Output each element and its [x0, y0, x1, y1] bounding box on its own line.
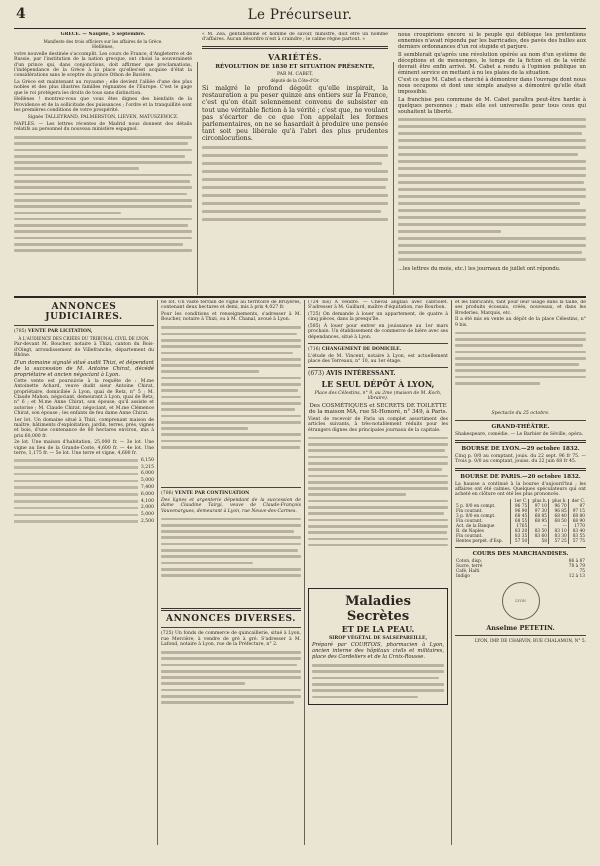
lot-price-row: [14, 458, 154, 463]
greeting: Hellènes,: [92, 45, 114, 51]
text-lines: [398, 116, 586, 266]
text-lines: [202, 144, 388, 294]
printer-imprint: LYON, IMP. DE CHARVIN, RUE CHALAMON, N° 5.: [474, 639, 586, 645]
paragraph: Des lignes et argenterie dépendant de la succession de dame Claudine Tairgi, veuve de Claude-François Vauvenargues, demeurant à Lyon, rue Neuve-des-Carmes.: [161, 497, 301, 514]
paragraph: La Grèce est maintenant au royaume ; elle devient l'alliée d'une des plus nobles et des plus illustres familles régnantes de l'Europe. C'est le gage que le roi protégera les droits de tous sans distinction.: [14, 80, 192, 96]
table-cell: 83 10: [549, 529, 569, 534]
column-divider: [304, 300, 305, 845]
lot-price-list: [14, 458, 154, 524]
paragraph: Shakespeare, comédie. — Le Barbier de Séville, opéra.: [455, 431, 584, 437]
table-cell: 97 10: [529, 504, 549, 509]
column-avis: [308, 300, 448, 850]
paragraph: (724 bis) A vendre. — Cheval anglais avec cabriolet. S'adresser à M. Gaillard, maître d'équitation, rue Bourbon.: [308, 300, 448, 311]
spectacles-date: Spectacle du 25 octobre.: [491, 411, 550, 417]
table-cell: 96 75: [511, 504, 529, 509]
column-annonces-judiciaires: [14, 300, 154, 850]
page-header: [14, 6, 586, 29]
table-header-cell: plus b.: [549, 499, 569, 504]
paragraph: Vient de recevoir de Paris un complet assortiment des articles suivants, à très-notablement réduits pour les étrangers dignes des principales journaux de la capitale.: [308, 417, 448, 433]
ad-number: (673): [308, 370, 325, 378]
table-header-cell: der C.: [568, 499, 586, 504]
table-cell: 5 p. 0/0 en compt.: [456, 504, 496, 510]
table-cell: 1765: [511, 524, 529, 529]
ad-number: (725): [161, 631, 174, 637]
manifesto-signature: Signés TALLEYRAND, PALMERSTON, LIEVEN, MATUSZEWICZ.: [27, 114, 179, 120]
paragraph: C'est ce que M. Cabet a cherché à démontrer dans l'ouvrage dont nous nous occupons et dont une simple analyse a démontré qu'elle était impossible.: [398, 77, 586, 95]
author-role: député de la Côte-d'Or.: [270, 78, 320, 84]
text-lines: [312, 662, 444, 702]
table-cell: 97: [568, 504, 586, 509]
ad-number: (716): [308, 347, 321, 353]
table-cell: Coton, disp.: [456, 559, 483, 565]
sirop-name: SIROP VÉGÉTAL DE SALSEPAREILLE,: [328, 635, 428, 641]
lot-price: 6,000: [140, 491, 154, 497]
text-lines: [161, 324, 301, 484]
lot-description: [14, 473, 138, 476]
paragraph: Il a été mis en vente au dépôt de la place Célestins, n° 9 bis.: [455, 317, 586, 328]
table-cell: Fin courant.: [456, 534, 483, 540]
lot-price-row: [14, 471, 154, 476]
table-cell: Fin courant.: [456, 509, 483, 515]
table-cell: 75: [579, 569, 585, 575]
lot-price-row: [14, 505, 154, 510]
section-heading-annonces: ANNONCES JUDICIAIRES.: [45, 302, 123, 322]
table-cell: 12 à 13: [568, 574, 585, 580]
table-cell: 68 90: [568, 519, 586, 524]
table-row: [455, 574, 586, 579]
paragraph: La franchise peu commune de M. Cabet paraîtra peut-être hardie à quelques personnes ; mais elle est universelle pour tous ceux qui souhaitent la liberté.: [398, 96, 586, 115]
table-cell: Rentes perpét. d'Esp.: [456, 539, 503, 545]
table-cell: —: [529, 524, 549, 529]
table-cell: 83 55: [568, 534, 586, 539]
table-cell: 68 45: [511, 514, 529, 519]
lot-price: 4,100: [140, 498, 154, 504]
table-cell: 68 55: [511, 519, 529, 524]
lot-price-row: [14, 465, 154, 470]
table-cell: 97 15: [568, 509, 586, 514]
column-ventes: [161, 300, 301, 850]
table-cell: 96 70: [549, 504, 569, 509]
table-cell: 57 25: [549, 539, 569, 544]
bourse-paris-title: BOURSE DE PARIS.—20 octobre 1832.: [460, 473, 581, 480]
table-cell: 96 90: [511, 509, 529, 514]
theatre-name: GRAND-THÉÂTRE.: [491, 423, 550, 430]
newspaper-title: Le Précurseur.: [247, 7, 353, 23]
paragraph: La hausse a continué à la bourse d'aujourd'hui ; les affaires ont été calmes. Quelques spéculateurs qui ont acheté en clôture ont été les plus prononcés.: [455, 481, 586, 498]
lot-description: [14, 480, 138, 483]
table-cell: 78 à 79: [568, 564, 585, 570]
article-author: PAR M. CABET,: [277, 71, 313, 77]
paragraph: Hellènes ! montrez-vous que vous êtes dignes des bienfaits de la Providence et de la sollicitude des puissances ; l'ordre et la tranquillité sont les premières conditions de votre prospérité.: [14, 97, 192, 114]
text-lines: [161, 649, 301, 729]
ad-title: VENTE PAR LICITATION,: [27, 329, 93, 334]
lot-price-row: [14, 512, 154, 517]
lot-price-row: [14, 478, 154, 483]
lot-description: [14, 493, 138, 496]
paragraph: Cinq p. 0/0 au comptant, jouis. du 22 sept. 96 fr 75. — Trois p. 0/0 au comptant, jouiss. du 22 juin 68 fr 45.: [455, 454, 586, 465]
paragraph: NAPLES. — Les lettres récentes de Madrid nous donnent des détails relatifs au personnel du nouveau ministère espagnol.: [14, 121, 192, 132]
paragraph: « M. Zea, gentilhomme et homme de savoir, ministre, doit être un homme d'affaires. Aucun désordre n'est à craindre ; le calme règne partout. »: [202, 32, 388, 43]
table-cell: 83 20: [511, 529, 529, 534]
lot-description: [14, 500, 138, 503]
table-header-cell: 1er C.: [511, 499, 529, 504]
ad-heading: D'un domaine signalé situé audit Thizi, et dépendant de la succession de M. Antoine Chirat, décédé propriétaire et ancien négociant à Lyon.: [14, 359, 154, 378]
ad-title: CHANGEMENT DE DOMICILE.: [321, 347, 402, 353]
table-cell: 83 60: [529, 534, 549, 539]
depot-title: LE SEUL DÉPÔT À LYON,: [321, 378, 435, 389]
stamp: [502, 582, 540, 620]
paragraph: nous croupirions encore si le peuple qui débloque les prétentions ennemies n'avait répondu par les barricades, des pavés des bulles aux derniers ordonnances d'un roi stupide et parjure.: [398, 32, 586, 50]
table-cell: 68 50: [549, 519, 569, 524]
lot-price-row: [14, 492, 154, 497]
ad-title: VENTE PAR CONTINUATION: [174, 491, 250, 497]
table-cell: Fin courant.: [456, 519, 483, 525]
table-cell: 57 75: [568, 539, 586, 544]
text-lines: [161, 515, 301, 605]
table-cell: 1770: [568, 524, 586, 529]
paragraph: votre nouvelle destinée s'accomplit. Les cours de France, d'Angleterre et de Russie, par l'institution de la nation grecque, ont choisi la souveraineté d'un prince qui, dans conjonctions, doit affirmer que proclamations, l'indépendance de la Grèce à la place qu'elles'est acquise d'état la considérations sans le sceptre du prince Othon de Bavière.: [14, 52, 192, 79]
lot-price-row: [14, 499, 154, 504]
maladies-subtitle: ET DE LA PEAU.: [341, 623, 415, 634]
text-lines: [308, 435, 448, 585]
article-title: RÉVOLUTION DE 1830 ET SITUATION PRÉSENTE,: [215, 63, 375, 70]
ad-number: (786): [161, 491, 174, 497]
paragraph: 2e lot. Une maison d'habitation, 25,000 fr. — 3e lot. Une vigne au lieu de la Grande-Coste, 4,600 fr. — 4e lot. Une terre, 1,175 fr. — 5e lot. Une terre et vigne, 4,600 fr.: [14, 440, 154, 457]
ad-subtitle: À L'AUDIENCE DES CRIÉES DU TRIBUNAL CIVIL DE LYON.: [18, 335, 150, 341]
table-cell: 83 50: [529, 529, 549, 534]
table-cell: 83 35: [511, 534, 529, 539]
table-cell: 68 80: [568, 514, 586, 519]
table-cell: 3 p. 0/0 en compt.: [456, 514, 496, 520]
cours-table: [455, 559, 586, 579]
lot-price: 5,000: [140, 512, 154, 518]
dateline: GRÈCE. — Nauplie, 5 septembre.: [60, 32, 146, 37]
paragraph: Pour les conditions et renseignements, s'adresser à M. Boucher, notaire à Thizi, ou à M. Chanal, avoué à Lyon.: [161, 312, 301, 323]
lot-price: 7,400: [140, 485, 154, 491]
column-divider: [157, 300, 158, 845]
lot-price: 2,500: [140, 519, 154, 525]
table-cell: 68 85: [529, 514, 549, 519]
paragraph: et les fabricants, tant pour leur usage dans la taille, de ses produits écossais, créés, nouveaux, et dans les Broderies, Marquis, etc.: [455, 300, 586, 316]
section-divider: [14, 296, 586, 298]
table-header-cell: plus h.: [529, 499, 549, 504]
section-heading-annonces-diverses: ANNONCES DIVERSES.: [166, 614, 296, 625]
paragraph: ...les lettres du mois, etc.) les journaux de juillet ont répondu.: [398, 266, 561, 272]
maladies-advertisement: [308, 588, 448, 705]
section-heading-varietes: VARIÉTÉS.: [267, 51, 322, 62]
paragraph: 6e lot. Un vaste terrain de vigne au territoire de Bruyères, contenant deux hectares et demi, mis à prix 4,027 fr.: [161, 300, 301, 311]
lot-price: 6,000: [140, 471, 154, 477]
maladies-title: Maladies Secrètes: [345, 593, 411, 624]
table-cell: 96 85: [549, 509, 569, 514]
lower-columns: [14, 300, 586, 850]
page-number: 4: [16, 6, 26, 22]
upper-columns: [14, 32, 586, 295]
column-varietes: [202, 32, 388, 295]
lot-price-row: [14, 485, 154, 490]
article-subtitle: Manifeste des trois officiers sur les affaires de la Grèce.: [43, 38, 163, 44]
ad-title: AVIS INTÉRESSANT.: [326, 370, 396, 378]
lot-description: [14, 520, 138, 523]
column-bourse: [455, 300, 586, 850]
paragraph: Cette vente est poursuivie à la requête de : M.me Antoinette Achard, veuve dudit sieur Antoine Chirat, propriétaire, domiciliée à Lyon, quai de Retz, n° 5 ; M. Claude Mahon, négociant, demeurant à Lyon, quai de Retz, n° 6 ; et M.me Anne Chirat, son épouse, qu'il assiste et autorise ; M. Claude Chirat, négociant, et M.me Clémence Chirat, son épouse ; les enfants de feu dame Anne Chirat.: [14, 379, 154, 416]
lot-price: 3,215: [140, 464, 154, 470]
paragraph: Préparé par COURTOIS, pharmacien à Lyon, ancien interne des hôpitaux civils et militaires, place des Cordeliers et de la Croix-Rousse.: [312, 642, 444, 661]
paragraph: 1er lot. Un domaine situé à Thizi, comprenant maison de maître, bâtiments d'exploitation, jardin, terres, prés, vignes et bois, d'une contenance de 80 hectares environ, mis à prix 60,000 fr.: [14, 417, 154, 439]
table-cell: 86 à 87: [568, 559, 585, 565]
ad-number: (785): [14, 329, 27, 334]
bourse-table: [455, 499, 586, 544]
lot-price: 6,150: [140, 457, 154, 463]
lot-description: [14, 466, 138, 469]
lot-price: 5,000: [140, 478, 154, 484]
cours-title: COURS DES MARCHANDISES.: [472, 551, 569, 558]
table-cell: 57 50: [511, 539, 529, 544]
table-cell: —: [549, 524, 569, 529]
editor-signature: Anselme PETETIN.: [486, 624, 555, 633]
text-lines: [455, 329, 586, 411]
column-divider: [451, 300, 452, 845]
bourse-lyon-title: BOURSE DE LYON.—29 octobre 1832.: [461, 446, 580, 453]
table-cell: 68 95: [529, 519, 549, 524]
stamp-text: LYON: [515, 599, 526, 604]
table-cell: Indigo: [456, 574, 470, 580]
table-cell: R. de Naples: [456, 529, 484, 535]
lot-price: 2,000: [140, 505, 154, 511]
paragraph: Si malgré le profond dégoût qu'elle inspirait, la restauration a pu peser quinze ans entiers sur la France, c'est qu'on était solennement convenu de subsister en tout une véritable fiction à la vérité ; c'est que, ne voulant pas s'écarter de ce que l'on appelait les formes parlementaires, on ne se hasardait à produire une pensée tant soit peu libérale qu'à l'abri des plus prudentes circonlocutions.: [202, 84, 388, 143]
lot-description: [14, 459, 138, 462]
table-cell: Café, Haïti: [456, 569, 480, 575]
column-divider: [197, 62, 198, 295]
depot-products: Des COSMÉTIQUES et SECRETS DE TOILETTE de la maison MA, rue St-Honoré, n° 349, à Paris.: [308, 402, 448, 416]
depot-address: Place des Célestins, n° 9, au 2me (maison de M. Koch, libraire).: [314, 390, 442, 402]
table-cell: 83 30: [549, 534, 569, 539]
table-cell: 97 30: [529, 509, 549, 514]
column-article-continued: [398, 32, 586, 295]
table-row: [455, 539, 586, 544]
lot-price-row: [14, 519, 154, 524]
paragraph: L'étude de M. Vincent, notaire à Lyon, est actuellement place des Terreaux, n° 10, au 1er étage.: [308, 353, 448, 365]
table-cell: Act. de la Banque: [456, 524, 495, 530]
text-lines: [14, 134, 192, 284]
paragraph: (725) On demande à louer un appartement, de quatre à cinq pièces, dans la presqu'île.: [308, 312, 448, 323]
column-foreign-news: [14, 32, 192, 295]
lot-description: [14, 486, 138, 489]
table-cell: 68 40: [549, 514, 569, 519]
column-divider: [393, 62, 394, 295]
paragraph: Un fonds de commerce de quincaillerie, situé à Lyon, rue Mercière, à vendre de gré à gré. S'adresser à M. Lafond, notaire à Lyon, rue de la Préfecture, n° 2.: [161, 631, 301, 647]
lot-description: [14, 514, 138, 517]
table-cell: 58: [529, 539, 549, 544]
lot-description: [14, 507, 138, 510]
paragraph: (585) À louer pour entrer en jouissance au 1er mars prochain. Un établissement de commerce de bière avec ses dépendances, situé à Lyon.: [308, 324, 448, 340]
table-cell: 83 40: [568, 529, 586, 534]
paragraph: Il semblerait qu'après une révolution opérée au nom d'un système de déceptions et de mensonges, le temps de la fiction et de la vérité devrait être enfin arrivé. M. Cabet a rendu à l'opinion publique un éminent service en mettant à nu les plaies de la situation.: [398, 51, 586, 76]
paragraph: Par-devant M. Boucher, notaire à Thizi, canton du Bois-d'Oingt, arrondissement de Villefranche, département du Rhône.: [14, 342, 154, 358]
table-cell: Sucre, terré: [456, 564, 483, 570]
